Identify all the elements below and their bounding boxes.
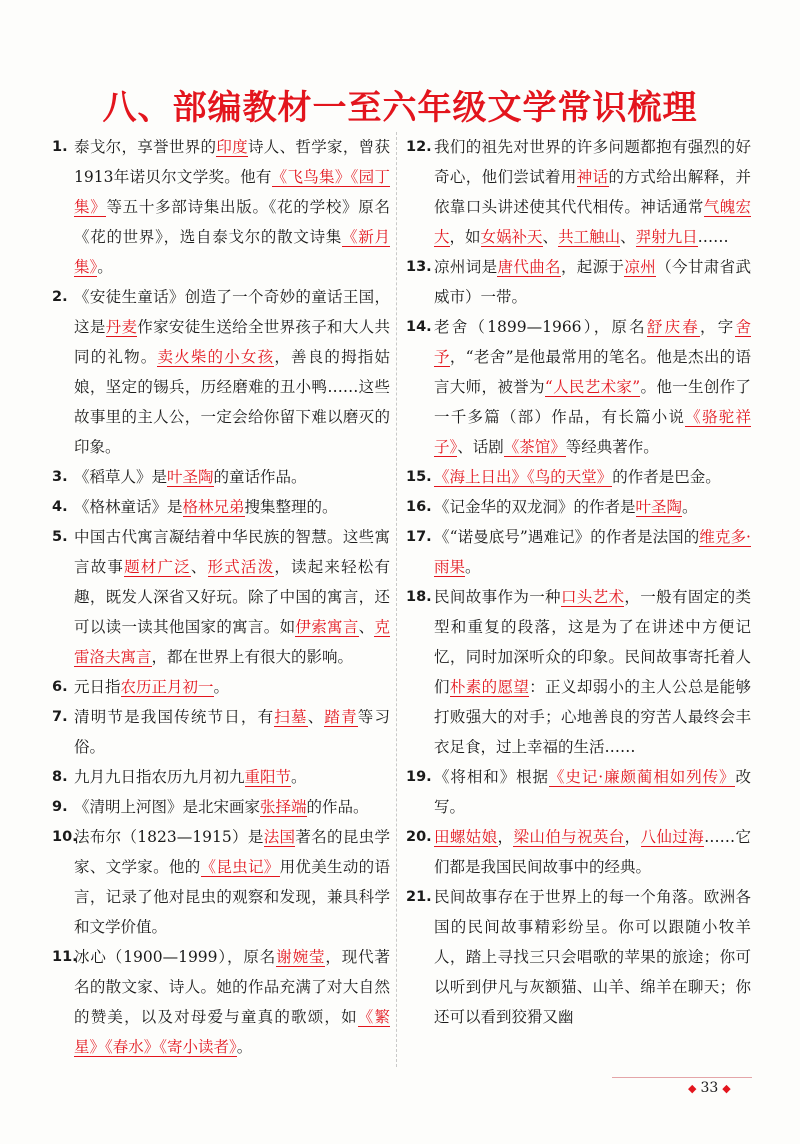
item-text: ，如 bbox=[449, 228, 481, 246]
item-number: 19. bbox=[406, 769, 432, 785]
highlighted-answer: 踏青 bbox=[324, 708, 358, 726]
highlighted-answer: 《昆虫记》 bbox=[200, 858, 280, 876]
item-text: 民间故事存在于世界上的每一个角落。欧洲各国的民间故事精彩纷呈。你可以跟随小牧羊人，踏上寻找三只会唱歌的苹果的旅途；你可以听到伊凡与灰额猫、山羊、绵羊在聊天；你还可以看到狡猾又幽 bbox=[434, 888, 751, 1026]
item-number: 15. bbox=[406, 469, 432, 485]
list-item bbox=[406, 132, 751, 252]
item-text: 民间故事作为一种 bbox=[434, 588, 561, 606]
item-number: 6. bbox=[52, 679, 68, 695]
item-text: 等五十多部诗集出版。《花的学校》原名《花的世界》，选自泰戈尔的散文诗集 bbox=[74, 198, 390, 246]
list-item bbox=[406, 762, 751, 822]
item-text: 的作者是巴金。 bbox=[612, 468, 721, 486]
page-title: 八、部编教材一至六年级文学常识梳理 bbox=[102, 88, 698, 128]
item-text: ，起源于 bbox=[560, 258, 625, 276]
item-text: 、 bbox=[620, 228, 636, 246]
list-item bbox=[52, 522, 390, 672]
item-text: 《清明上河图》是北宋画家 bbox=[74, 798, 261, 816]
highlighted-answer: 《茶馆》 bbox=[503, 438, 566, 456]
right-column bbox=[406, 132, 751, 1032]
highlighted-answer: 凉州 bbox=[624, 258, 657, 276]
list-item bbox=[52, 702, 390, 762]
item-number: 3. bbox=[52, 469, 68, 485]
highlighted-answer: 《繁星》 bbox=[74, 1008, 390, 1056]
left-column bbox=[52, 132, 390, 1062]
highlighted-answer: 唐代曲名 bbox=[497, 258, 561, 276]
item-number: 4. bbox=[52, 499, 68, 515]
item-number: 11. bbox=[52, 949, 78, 965]
item-text: 。 bbox=[236, 1038, 253, 1056]
list-item bbox=[406, 582, 751, 762]
highlighted-answer: 克雷洛夫寓言 bbox=[74, 618, 390, 666]
list-item bbox=[406, 882, 751, 1032]
item-text: （今甘肃省武威市）一带。 bbox=[434, 258, 751, 306]
highlighted-answer: 《飞鸟集》 bbox=[271, 168, 351, 186]
item-number: 20. bbox=[406, 829, 432, 845]
item-text: 我们的祖先对世界的许多问题都抱有强烈的好奇心，他们尝试着用 bbox=[434, 138, 751, 186]
list-item bbox=[52, 942, 390, 1062]
item-number: 9. bbox=[52, 799, 68, 815]
item-text: 法布尔（1823—1915）是 bbox=[74, 828, 264, 846]
item-text: 清明节是我国传统节日，有 bbox=[74, 708, 275, 726]
item-text: 。 bbox=[291, 768, 307, 786]
list-item bbox=[406, 252, 751, 312]
item-number: 10. bbox=[52, 829, 78, 845]
item-text: ，善良的拇指姑娘，坚定的锡兵，历经磨难的丑小鸭……这些故事里的主人公，一定会给你留下难以磨灭的印象。 bbox=[74, 348, 390, 456]
item-number: 14. bbox=[406, 319, 432, 335]
item-text: 《安徒生童话》创造了一个奇妙的童话王国，这是 bbox=[74, 288, 390, 336]
item-text: 著名的昆虫学家、文学家。他的 bbox=[74, 828, 390, 876]
highlighted-answer: 张择端 bbox=[260, 798, 307, 816]
highlighted-answer: 叶圣陶 bbox=[167, 468, 214, 486]
highlighted-answer: 丹麦 bbox=[105, 318, 138, 336]
item-text: ，“老舍”是他最常用的笔名。他是杰出的语言大师，被誉为 bbox=[434, 348, 751, 396]
footer-rule bbox=[612, 1077, 752, 1078]
item-text: 。 bbox=[465, 558, 481, 576]
list-item bbox=[52, 492, 390, 522]
highlighted-answer: 法国 bbox=[263, 828, 296, 846]
item-text: 的作品。 bbox=[306, 798, 369, 816]
highlighted-answer: 《海上日出》 bbox=[434, 468, 528, 486]
highlighted-answer: 农历正月初一 bbox=[120, 678, 214, 696]
item-text: 老舍（1899—1966），原名 bbox=[434, 318, 647, 336]
highlighted-answer: 《春水》 bbox=[105, 1038, 160, 1056]
item-text: 《格林童话》是 bbox=[74, 498, 183, 516]
highlighted-answer: 《骆驼祥子》 bbox=[434, 408, 751, 456]
item-number: 17. bbox=[406, 529, 432, 545]
list-item bbox=[52, 132, 390, 282]
highlighted-answer: 舒庆春 bbox=[646, 318, 701, 336]
item-text: 作家安徒生送给全世界孩子和大人共同的礼物。 bbox=[74, 318, 390, 366]
item-text: ，字 bbox=[700, 318, 736, 336]
highlighted-answer: 形式活泼 bbox=[207, 558, 275, 576]
item-text: 元日指 bbox=[74, 678, 121, 696]
item-text: ，读起来轻松有趣，既发人深省又好玩。除了中国的寓言，还可以读一读其他国家的寓言。如 bbox=[74, 558, 390, 636]
item-number: 12. bbox=[406, 139, 432, 155]
item-text: 泰戈尔，享誉世界的 bbox=[74, 138, 217, 156]
list-item bbox=[406, 462, 751, 492]
highlighted-answer: 八仙过海 bbox=[640, 828, 705, 846]
item-text: ：正义却弱小的主人公总是能够打败强大的对手；心地善良的穷苦人最终会丰衣足食，过上幸福的生活…… bbox=[434, 678, 751, 756]
item-text: ……它们都是我国民间故事中的经典。 bbox=[434, 828, 751, 876]
item-number: 18. bbox=[406, 589, 432, 605]
item-text: 、话剧 bbox=[457, 438, 504, 456]
item-text: ， bbox=[624, 828, 641, 846]
item-text: 。 bbox=[213, 678, 230, 696]
diamond-icon: ◆ bbox=[688, 1082, 697, 1095]
highlighted-answer: 格林兄弟 bbox=[182, 498, 245, 516]
list-item bbox=[52, 462, 390, 492]
list-item bbox=[52, 822, 390, 942]
item-text: 《“诺曼底号”遇难记》的作者是法国的 bbox=[434, 528, 700, 546]
highlighted-answer: 题材广泛 bbox=[124, 558, 191, 576]
highlighted-answer: 叶圣陶 bbox=[635, 498, 683, 516]
item-text: 《将相和》根据 bbox=[434, 768, 549, 786]
highlighted-answer: “人民艺术家” bbox=[544, 378, 641, 396]
list-item bbox=[52, 672, 390, 702]
item-number: 16. bbox=[406, 499, 432, 515]
list-item bbox=[52, 762, 390, 792]
item-text: 等习俗。 bbox=[74, 708, 390, 756]
item-text: …… bbox=[697, 228, 729, 246]
item-text: 用优美生动的语言，记录了他对昆虫的观察和发现，兼具科学和文学价值。 bbox=[74, 858, 390, 936]
item-text: 的童话作品。 bbox=[213, 468, 307, 486]
list-item bbox=[52, 282, 390, 462]
item-text: 《记金华的双龙洞》的作者是 bbox=[434, 498, 636, 516]
highlighted-answer: 气魄宏大 bbox=[434, 198, 751, 246]
item-text: 《稻草人》是 bbox=[74, 468, 168, 486]
highlighted-answer: 重阳节 bbox=[244, 768, 292, 786]
highlighted-answer: 扫墓 bbox=[274, 708, 308, 726]
highlighted-answer: 神话 bbox=[576, 168, 609, 186]
column-divider bbox=[396, 132, 397, 1067]
highlighted-answer: 谢婉莹 bbox=[276, 948, 326, 966]
page-number: 33 bbox=[700, 1080, 719, 1096]
item-text: 、 bbox=[542, 228, 559, 246]
item-text: ，都在世界上有很大的影响。 bbox=[151, 648, 354, 666]
highlighted-answer: 朴素的愿望 bbox=[449, 678, 530, 696]
diamond-icon: ◆ bbox=[722, 1082, 731, 1095]
list-item bbox=[406, 522, 751, 582]
list-item bbox=[406, 492, 751, 522]
item-text: 九月九日指农历九月初九 bbox=[74, 768, 245, 786]
item-text: 搜集整理的。 bbox=[244, 498, 338, 516]
highlighted-answer: 维克多·雨果 bbox=[434, 528, 751, 576]
item-text: 中国古代寓言凝结着中华民族的智慧。这些寓言故事 bbox=[74, 528, 390, 576]
highlighted-answer: 伊索寓言 bbox=[295, 618, 359, 636]
list-item bbox=[406, 822, 751, 882]
item-number: 13. bbox=[406, 259, 432, 275]
list-item bbox=[52, 792, 390, 822]
highlighted-answer: 《史记·廉颇蔺相如列传》 bbox=[548, 768, 736, 786]
highlighted-answer: 羿射九日 bbox=[635, 228, 698, 246]
item-text: 。 bbox=[97, 258, 113, 276]
item-text: 。 bbox=[682, 498, 698, 516]
highlighted-answer: 女娲补天 bbox=[480, 228, 543, 246]
highlighted-answer: 舍予 bbox=[434, 318, 751, 366]
item-number: 7. bbox=[52, 709, 68, 725]
item-text: 冰心（1900—1999），原名 bbox=[74, 948, 277, 966]
item-text: 改写。 bbox=[434, 768, 751, 816]
page-footer bbox=[684, 1080, 735, 1096]
item-number: 5. bbox=[52, 529, 68, 545]
item-number: 8. bbox=[52, 769, 68, 785]
item-text: 等经典著作。 bbox=[565, 438, 659, 456]
item-text: ，一般有固定的类型和重复的段落，这是为了在讲述中方便记忆，同时加深听众的印象。民间故事寄托着人们 bbox=[434, 588, 751, 696]
highlighted-answer: 印度 bbox=[216, 138, 248, 156]
item-text: 诗人、哲学家，曾获1913年诺贝尔文学奖。他有 bbox=[74, 138, 390, 186]
item-number: 1. bbox=[52, 139, 68, 155]
item-text: ，现代著名的散文家、诗人。她的作品充满了对大自然的赞美，以及对母爱与童真的歌颂，如 bbox=[74, 948, 390, 1026]
item-text: 、 bbox=[307, 708, 325, 726]
highlighted-answer: 《园丁集》 bbox=[74, 168, 390, 216]
highlighted-answer: 《寄小读者》 bbox=[159, 1038, 237, 1056]
highlighted-answer: 共工触山 bbox=[558, 228, 621, 246]
highlighted-answer: 田螺姑娘 bbox=[434, 828, 498, 846]
item-number: 21. bbox=[406, 889, 432, 905]
item-number: 2. bbox=[52, 289, 68, 305]
item-text: 的方式给出解释，并依靠口头讲述使其代代相传。神话通常 bbox=[434, 168, 751, 216]
list-item bbox=[406, 312, 751, 462]
highlighted-answer: 《鸟的天堂》 bbox=[527, 468, 613, 486]
item-text: ， bbox=[497, 828, 514, 846]
item-text: 、 bbox=[190, 558, 208, 576]
highlighted-answer: 《新月集》 bbox=[74, 228, 390, 276]
highlighted-answer: 卖火柴的小女孩 bbox=[157, 348, 275, 366]
highlighted-answer: 口头艺术 bbox=[560, 588, 625, 606]
highlighted-answer: 梁山伯与祝英台 bbox=[513, 828, 625, 846]
item-text: 。他一生创作了一千多篇（部）作品，有长篇小说 bbox=[434, 378, 751, 426]
item-text: 、 bbox=[358, 618, 375, 636]
item-text: 凉州词是 bbox=[434, 258, 498, 276]
